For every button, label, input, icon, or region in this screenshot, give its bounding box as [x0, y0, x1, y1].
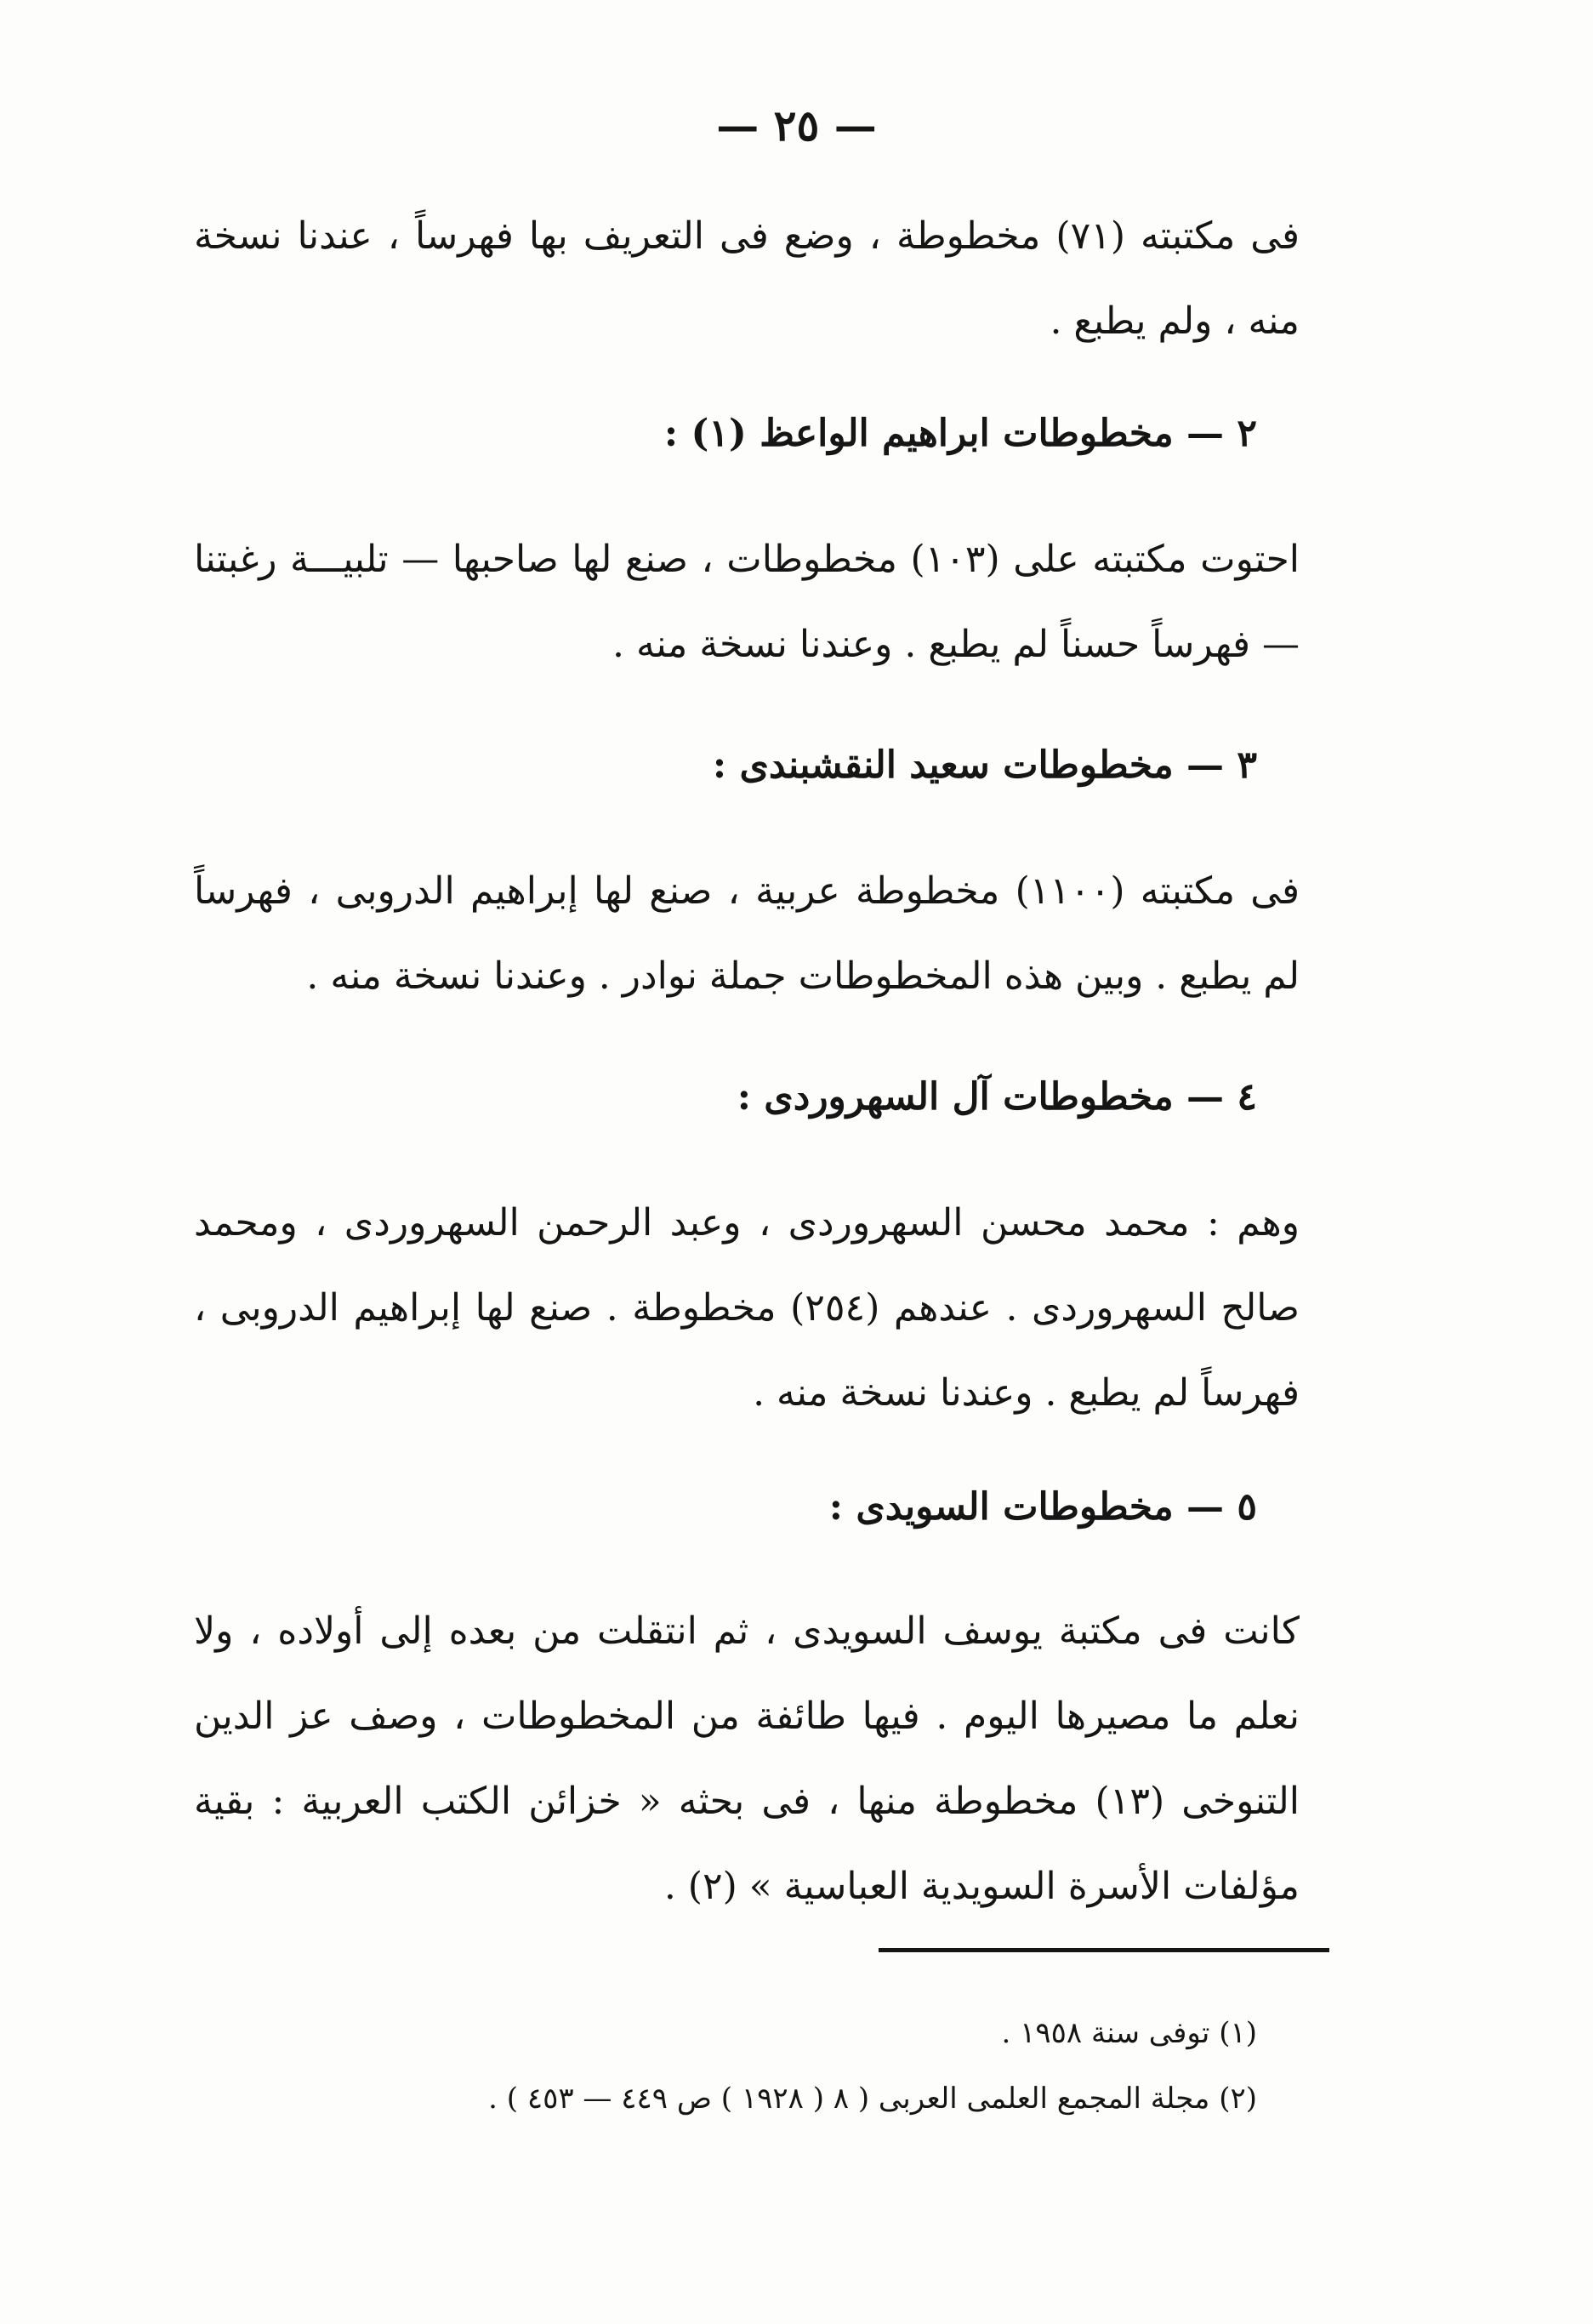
paragraph-1: فى مكتبته (٧١) مخطوطة ، وضع فى التعريف بها فهرساً ، عندنا نسخة منه ، ولم يطبع .: [194, 214, 1300, 343]
paragraph-4: وهم : محمد محسن السهروردى ، وعبد الرحمن السهروردى ، ومحمد صالح السهروردى . عندهم (٢٥٤) مخطوطة . صنع لها إبراهيم الدروبى ، فهرساً لم يطبع . وعندنا نسخة منه .: [194, 1201, 1300, 1415]
heading-section-3: ٣ — مخطوطات سعيد النقشبندى :: [712, 743, 1257, 787]
paragraph-5: كانت فى مكتبة يوسف السويدى ، ثم انتقلت من بعده إلى أولاده ، ولا نعلم ما مصيرها اليوم . فيها طائفة من المخطوطات ، وصف عز الدين التنوخى (١٣) مخطوطة منها ، فى بحثه « خزائن الكتب العربية : بقية مؤلفات الأسرة السويدية العباسية » (٢) .: [194, 1609, 1300, 1908]
heading-section-2: ٢ — مخطوطات ابراهيم الواعظ (١) :: [663, 412, 1257, 455]
footnote-2: (٢) مجلة المجمع العلمى العربى ( ٨ ( ١٩٢٨ ) ص ٤٤٩ — ٤٥٣ ) .: [488, 2082, 1257, 2116]
page-number: — ٢٥ —: [716, 100, 877, 151]
footnote-separator: [879, 1948, 1329, 1952]
paragraph-3: فى مكتبته (١١٠٠) مخطوطة عربية ، صنع لها إبراهيم الدروبى ، فهرساً لم يطبع . وبين هذه المخطوطات جملة نوادر . وعندنا نسخة منه .: [194, 869, 1300, 998]
footnote-1: (١) توفى سنة ١٩٥٨ .: [1001, 2016, 1257, 2050]
heading-section-4: ٤ — مخطوطات آل السهروردى :: [737, 1075, 1257, 1119]
paragraph-2: احتوت مكتبته على (١٠٣) مخطوطات ، صنع لها صاحبها — تلبيـــة رغبتنا — فهرساً حسناً لم يطبع . وعندنا نسخة منه .: [194, 538, 1300, 666]
heading-section-5: ٥ — مخطوطات السويدى :: [828, 1485, 1257, 1529]
